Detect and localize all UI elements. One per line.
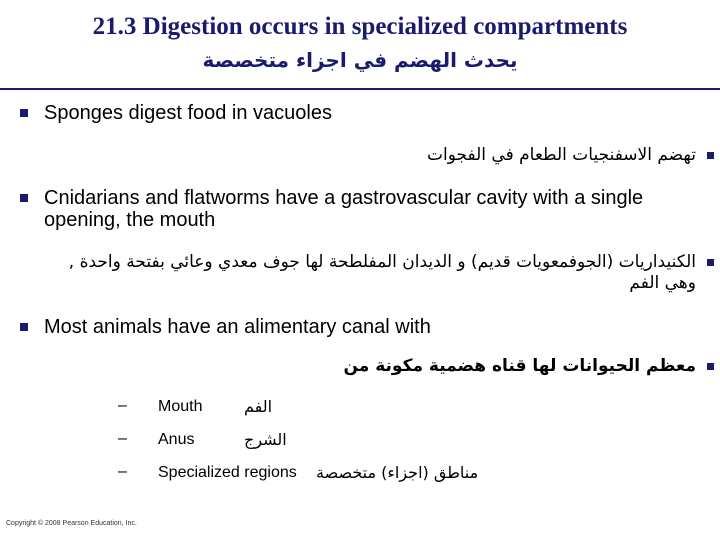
subitem-anus: Anus [158, 431, 195, 448]
bullet-2-arabic: الكنيداريات (الجوفمعويات قديم) و الديدان المفلطحة لها جوف معدي وعائي بفتحة واحدة , وهي الفم [36, 252, 696, 294]
subitem-mouth-arabic: الفم [244, 397, 273, 416]
title-divider [0, 88, 720, 90]
square-bullet-icon [707, 259, 714, 266]
square-bullet-icon [20, 323, 28, 331]
subitem-specialized-regions-arabic: مناطق (اجزاء) متخصصة [316, 463, 479, 482]
square-bullet-icon [20, 109, 28, 117]
slide-title: 21.3 Digestion occurs in specialized compartments [92, 13, 628, 40]
square-bullet-icon [707, 152, 714, 159]
square-bullet-icon [20, 194, 28, 202]
copyright-notice: Copyright © 2008 Pearson Education, Inc. [6, 520, 137, 527]
bullet-3-arabic: معظم الحيوانات لها قناه هضمية مكونة من [36, 356, 696, 377]
bullet-1-arabic: تهضم الاسفنجيات الطعام في الفجوات [36, 145, 696, 166]
subitem-anus-arabic: الشرج [244, 430, 287, 449]
subitem-specialized-regions: Specialized regions [158, 464, 297, 481]
dash-marker: – [118, 463, 127, 480]
square-bullet-icon [707, 363, 714, 370]
slide-title-arabic: يحدث الهضم في اجزاء متخصصة [202, 48, 518, 72]
subitem-mouth: Mouth [158, 398, 203, 415]
dash-marker: – [118, 430, 127, 447]
dash-marker: – [118, 397, 127, 414]
